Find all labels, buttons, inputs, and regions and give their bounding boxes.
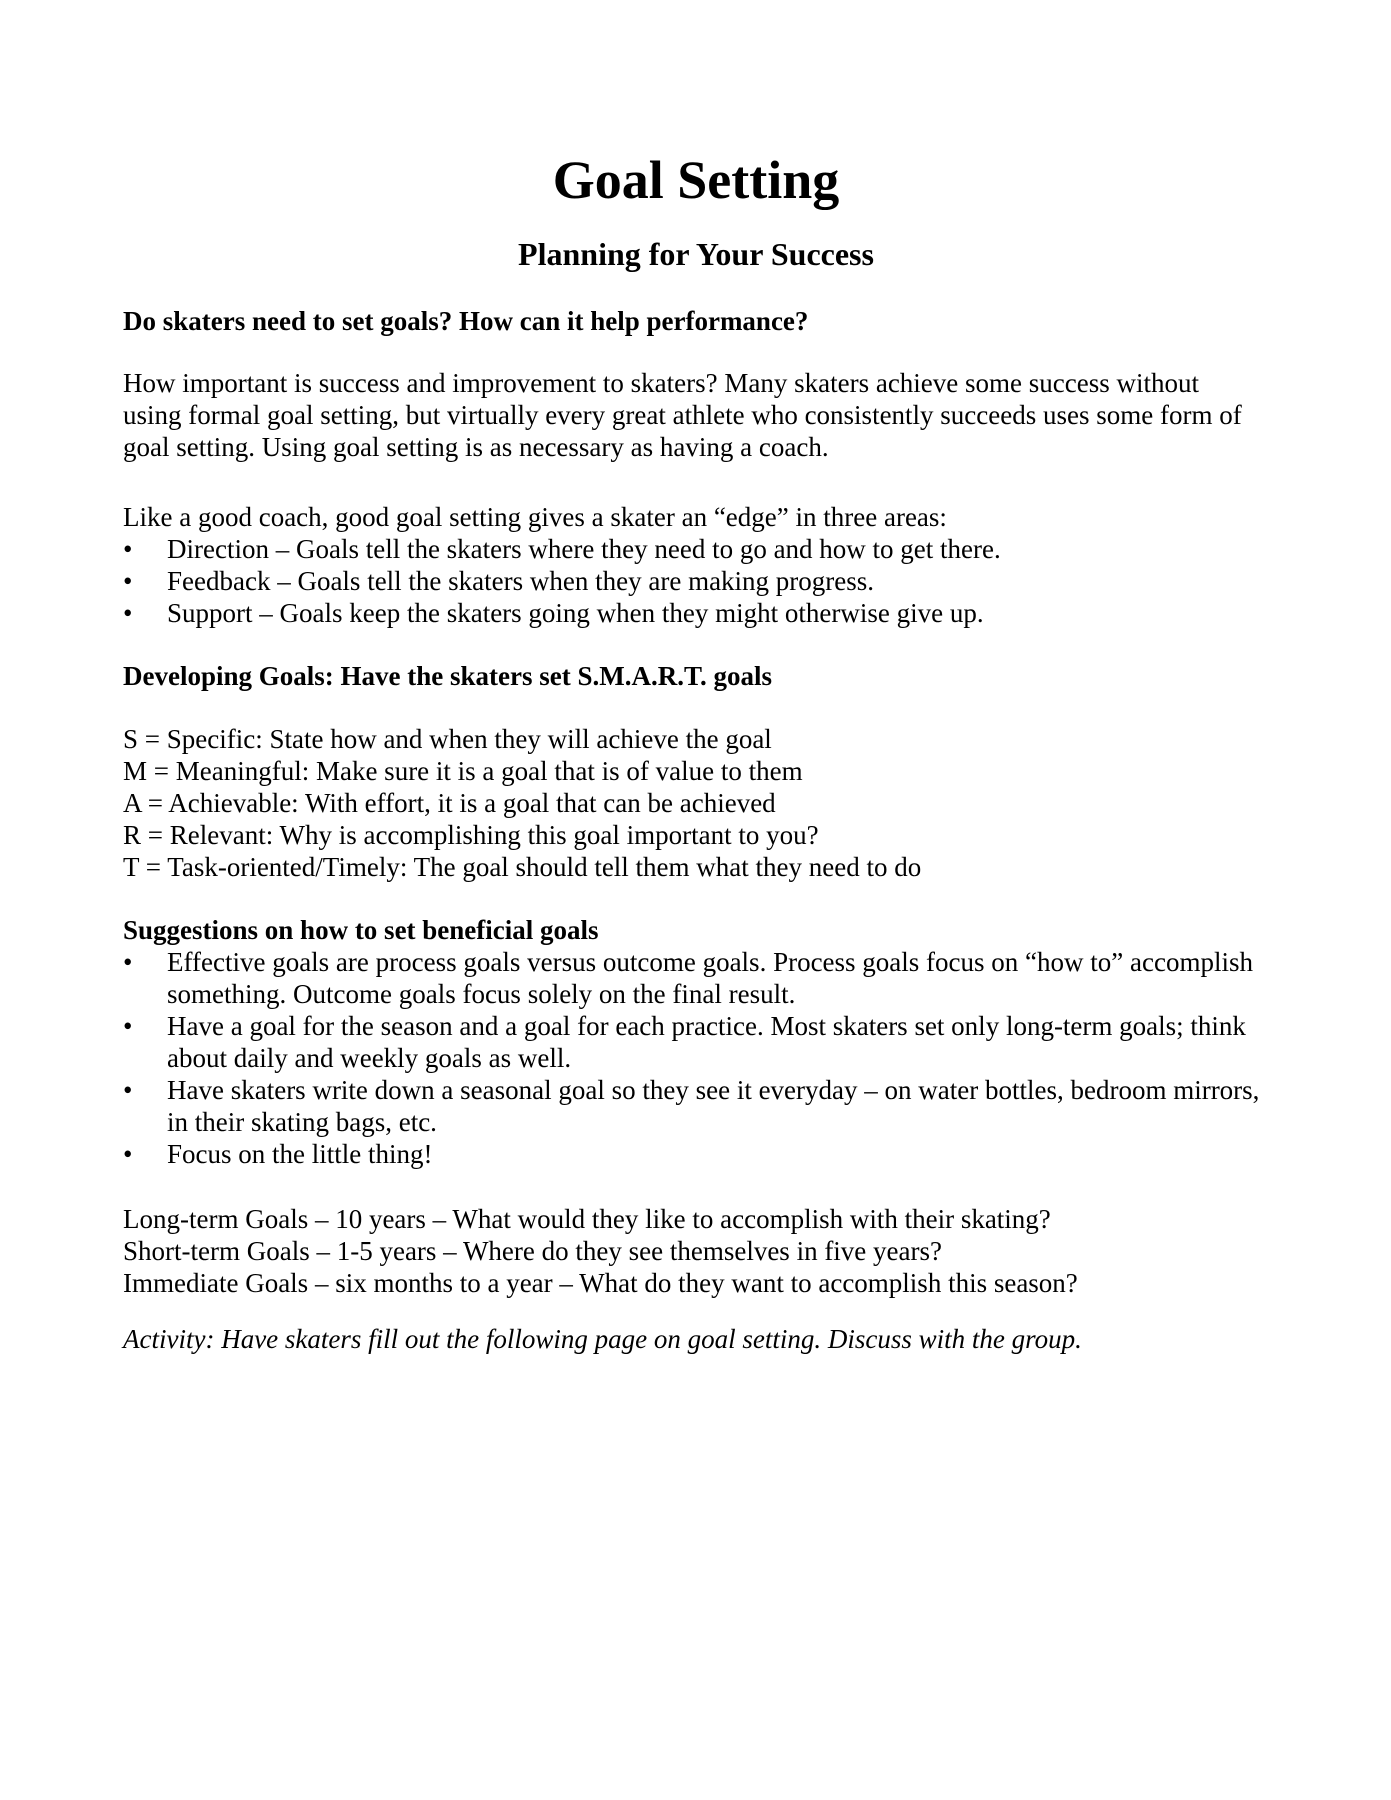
activity-paragraph [123, 1323, 1269, 1355]
bullet-text [167, 533, 1269, 565]
text-line: R = Relevant: Why is accomplishing this goal important to you? [123, 820, 819, 850]
bullet-text [167, 565, 1269, 597]
bullet-text [167, 1074, 1269, 1138]
list-item [123, 565, 1269, 597]
text-line: Effective goals are process goals versus outcome goals. Process goals focus on “how to” accomplish [167, 947, 1253, 977]
text-line: about daily and weekly goals as well. [167, 1043, 572, 1073]
text-line: Have a goal for the season and a goal for each practice. Most skaters set only long-term goals; think [167, 1011, 1246, 1041]
list-item [123, 946, 1269, 1010]
bullet-icon: • [123, 1011, 133, 1041]
text-line: Have skaters write down a seasonal goal so they see it everyday – on water bottles, bedroom mirrors, [167, 1075, 1260, 1105]
text-line: Support – Goals keep the skaters going when they might otherwise give up. [167, 598, 984, 628]
text-line: M = Meaningful: Make sure it is a goal that is of value to them [123, 756, 803, 786]
list-item [123, 597, 1269, 629]
text-line: Feedback – Goals tell the skaters when they are making progress. [167, 566, 875, 596]
list-item [123, 1010, 1269, 1074]
text-line: Focus on the little thing! [167, 1139, 433, 1169]
text-line: S = Specific: State how and when they will achieve the goal [123, 724, 772, 754]
text-line: goal setting. Using goal setting is as necessary as having a coach. [123, 432, 829, 462]
list-item [123, 1138, 1269, 1170]
text-line: Immediate Goals – six months to a year – What do they want to accomplish this season? [123, 1268, 1078, 1298]
text-line: in their skating bags, etc. [167, 1107, 437, 1137]
activity-text-line: Activity: Have skaters fill out the following page on goal setting. Discuss with the group. [123, 1324, 1082, 1354]
bullet-icon: • [123, 598, 133, 628]
bullet-text [167, 1010, 1269, 1074]
page-subtitle: Planning for Your Success [518, 236, 874, 272]
bullet-text [167, 1138, 1269, 1170]
page-title: Goal Setting [552, 150, 840, 210]
text-line: How important is success and improvement to skaters? Many skaters achieve some success without [123, 368, 1199, 398]
bullet-icon: • [123, 1139, 133, 1169]
text-line: using formal goal setting, but virtually every great athlete who consistently succeeds uses some form of [123, 400, 1242, 430]
suggestions-list [123, 946, 1269, 1170]
bullet-icon: • [123, 1075, 133, 1105]
text-line: Long-term Goals – 10 years – What would they like to accomplish with their skating? [123, 1204, 1051, 1234]
text-line: something. Outcome goals focus solely on the final result. [167, 979, 796, 1009]
text-line: T = Task-oriented/Timely: The goal should tell them what they need to do [123, 852, 922, 882]
heading-developing-goals: Developing Goals: Have the skaters set S.M.A.R.T. goals [123, 661, 772, 691]
list-item [123, 533, 1269, 565]
goal-timeline-paragraph [123, 1203, 1269, 1299]
text-line: Short-term Goals – 1-5 years – Where do they see themselves in five years? [123, 1236, 942, 1266]
heading-skaters-need-goals: Do skaters need to set goals? How can it help performance? [123, 306, 809, 336]
bullet-icon: • [123, 566, 133, 596]
edge-paragraph [123, 501, 1269, 629]
heading-suggestions: Suggestions on how to set beneficial goals [123, 915, 599, 945]
bullet-icon: • [123, 947, 133, 977]
text-line: A = Achievable: With effort, it is a goal that can be achieved [123, 788, 776, 818]
bullet-text [167, 597, 1269, 629]
text-line: Direction – Goals tell the skaters where they need to go and how to get there. [167, 534, 1001, 564]
bullet-text [167, 946, 1269, 1010]
list-item [123, 1074, 1269, 1138]
bullet-icon: • [123, 534, 133, 564]
smart-paragraph [123, 723, 1269, 883]
edge-lead-line: Like a good coach, good goal setting gives a skater an “edge” in three areas: [123, 502, 947, 532]
intro-paragraph [123, 367, 1269, 463]
